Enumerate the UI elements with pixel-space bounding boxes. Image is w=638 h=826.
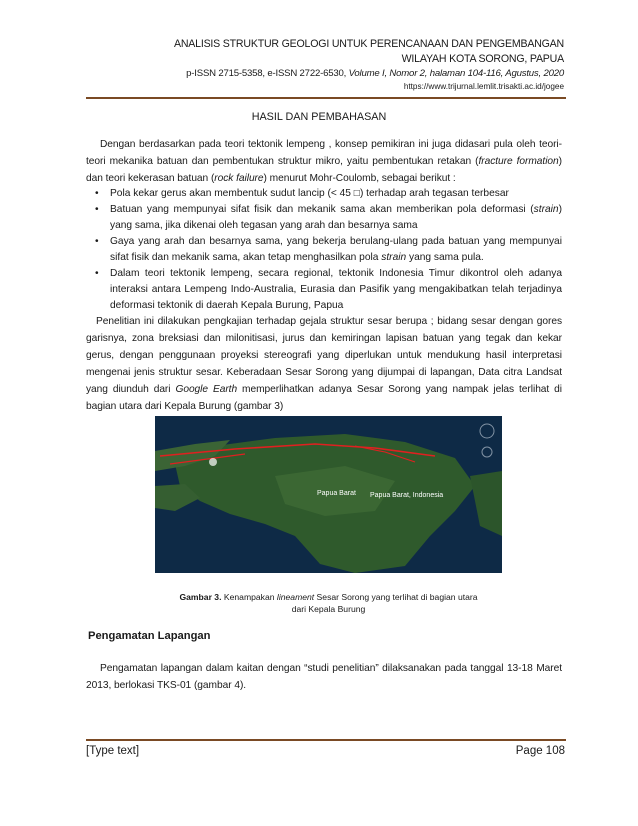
header-title-line2: WILAYAH KOTA SORONG, PAPUA [401,53,564,65]
para2-text-a: Penelitian ini dilakukan pengkajian terhadap gejala struktur sesar berupa ; bidang sesar dengan gores garisnya, zona breksiasi dan milonitisasi, jurus dan kemiringan lapisan batuan yang tegak dan kekar gerus, dengan penggunaan proyeksi stereografi yang diperlukan untuk mendukung hasil interpretasi mengenai jenis struktur sesar. Keberadaan Sesar Sorong yang dijumpai di lapangan, Data citra Landsat yang diunduh dari [86,316,562,395]
para1-text-c: ) menurut Mohr-Coulomb, sebagai berikut : [263,173,456,184]
header-volume: Volume I, Nomor 2, halaman 104-116, Agustus, 2020 [348,68,564,79]
caption-text-a: Kenampakan [221,592,277,602]
para1-italic-fracture: fracture formation [478,156,559,167]
paragraph-1 [86,136,562,187]
figure-caption [155,591,502,615]
bullet-4-text: Dalam teori tektonik lempeng, secara regional, tektonik Indonesia Timur dikontrol oleh adanya interaksi antara Lempeng Indo-Australia, Eurasia dan Pasifik yang mengakibatkan telah terjadinya deformasi tektonik di daerah Kepala Burung, Papua [110,268,562,311]
para1-italic-rock-failure: rock failure [214,173,264,184]
bullet-item [86,266,562,314]
bullet-dot: • [95,188,99,199]
satellite-map-image [155,416,502,573]
header-url[interactable]: https://www.trijurnal.lemlit.trisakti.ac.id/jogee [403,82,564,91]
header-title-line1: ANALISIS STRUKTUR GEOLOGI UNTUK PERENCANAAN DAN PENGEMBANGAN [173,38,564,50]
paragraph-3: Pengamatan lapangan dalam kaitan dengan “studi penelitian” dilaksanakan pada tanggal 13-18 Maret 2013, berlokasi TKS-01 (gambar 4). [86,663,562,691]
bullet-item [86,202,562,234]
bullet-2-text-b: ) yang sama, jika dikenai oleh tegasan yang arah dan besarnya sama [110,204,562,231]
paragraph-2 [86,313,562,415]
para2-text-b: memperlihatkan adanya Sesar Sorong yang nampak jelas terlihat di bagian utara dari Kepala Burung (gambar 3) [86,384,562,412]
bullet-dot: • [95,236,99,247]
bullet-dot: • [95,204,99,215]
bullet-item [86,234,562,266]
caption-text-b: Sesar Sorong yang terlihat di bagian utara [314,592,478,602]
caption-label: Gambar 3. [179,592,222,602]
bullet-3-italic: strain [381,252,407,263]
section-title: HASIL DAN PEMBAHASAN [251,111,387,123]
para2-italic-google-earth: Google Earth [175,384,238,395]
para1-text-a: Dengan berdasarkan pada teori tektonik lempeng , konsep pemikiran ini juga didasari pula oleh teori-teori mekanika batuan dan pembentukan struktur mikro, yaitu pembentukan retakan ( [86,139,562,167]
header-divider [86,97,566,99]
page-number: Page 108 [515,745,565,757]
bullet-1-text: Pola kekar gerus akan membentuk sudut lancip (< 45 □) terhadap arah tegasan terbesar [110,188,509,199]
bullet-list [86,186,562,314]
caption-line2: dari Kepala Burung [291,604,366,614]
caption-line1 [155,591,502,603]
running-header [84,37,564,93]
bullet-3-text-b: yang sama pula. [406,252,484,263]
bullet-3-text-a: Gaya yang arah dan besarnya sama, yang bekerja berulang-ulang pada batuan yang mempunyai sifat fisik dan mekanik sama, akan tetap menghasilkan pola [110,236,562,263]
footer-divider [86,739,566,741]
bullet-dot: • [95,268,99,279]
subsection-heading: Pengamatan Lapangan [88,630,211,642]
bullet-2-text-a: Batuan yang mempunyai sifat fisik dan mekanik sama akan memberikan pola deformasi ( [110,204,534,215]
footer-placeholder-text: [Type text] [86,745,140,757]
map-label-papua-barat-indonesia: Papua Barat, Indonesia [370,492,444,499]
map-label-papua-barat: Papua Barat [317,490,356,497]
bullet-item [86,186,562,202]
para1-text-b: ) dan teori kekerasan batuan ( [86,156,562,184]
satellite-map-figure [155,416,502,573]
sorong-city-marker [209,458,217,466]
caption-italic: lineament [276,592,315,602]
bullet-2-italic: strain [533,204,559,215]
header-issn-line [84,67,564,81]
header-issn: p-ISSN 2715-5358, e-ISSN 2722-6530, [186,68,349,79]
